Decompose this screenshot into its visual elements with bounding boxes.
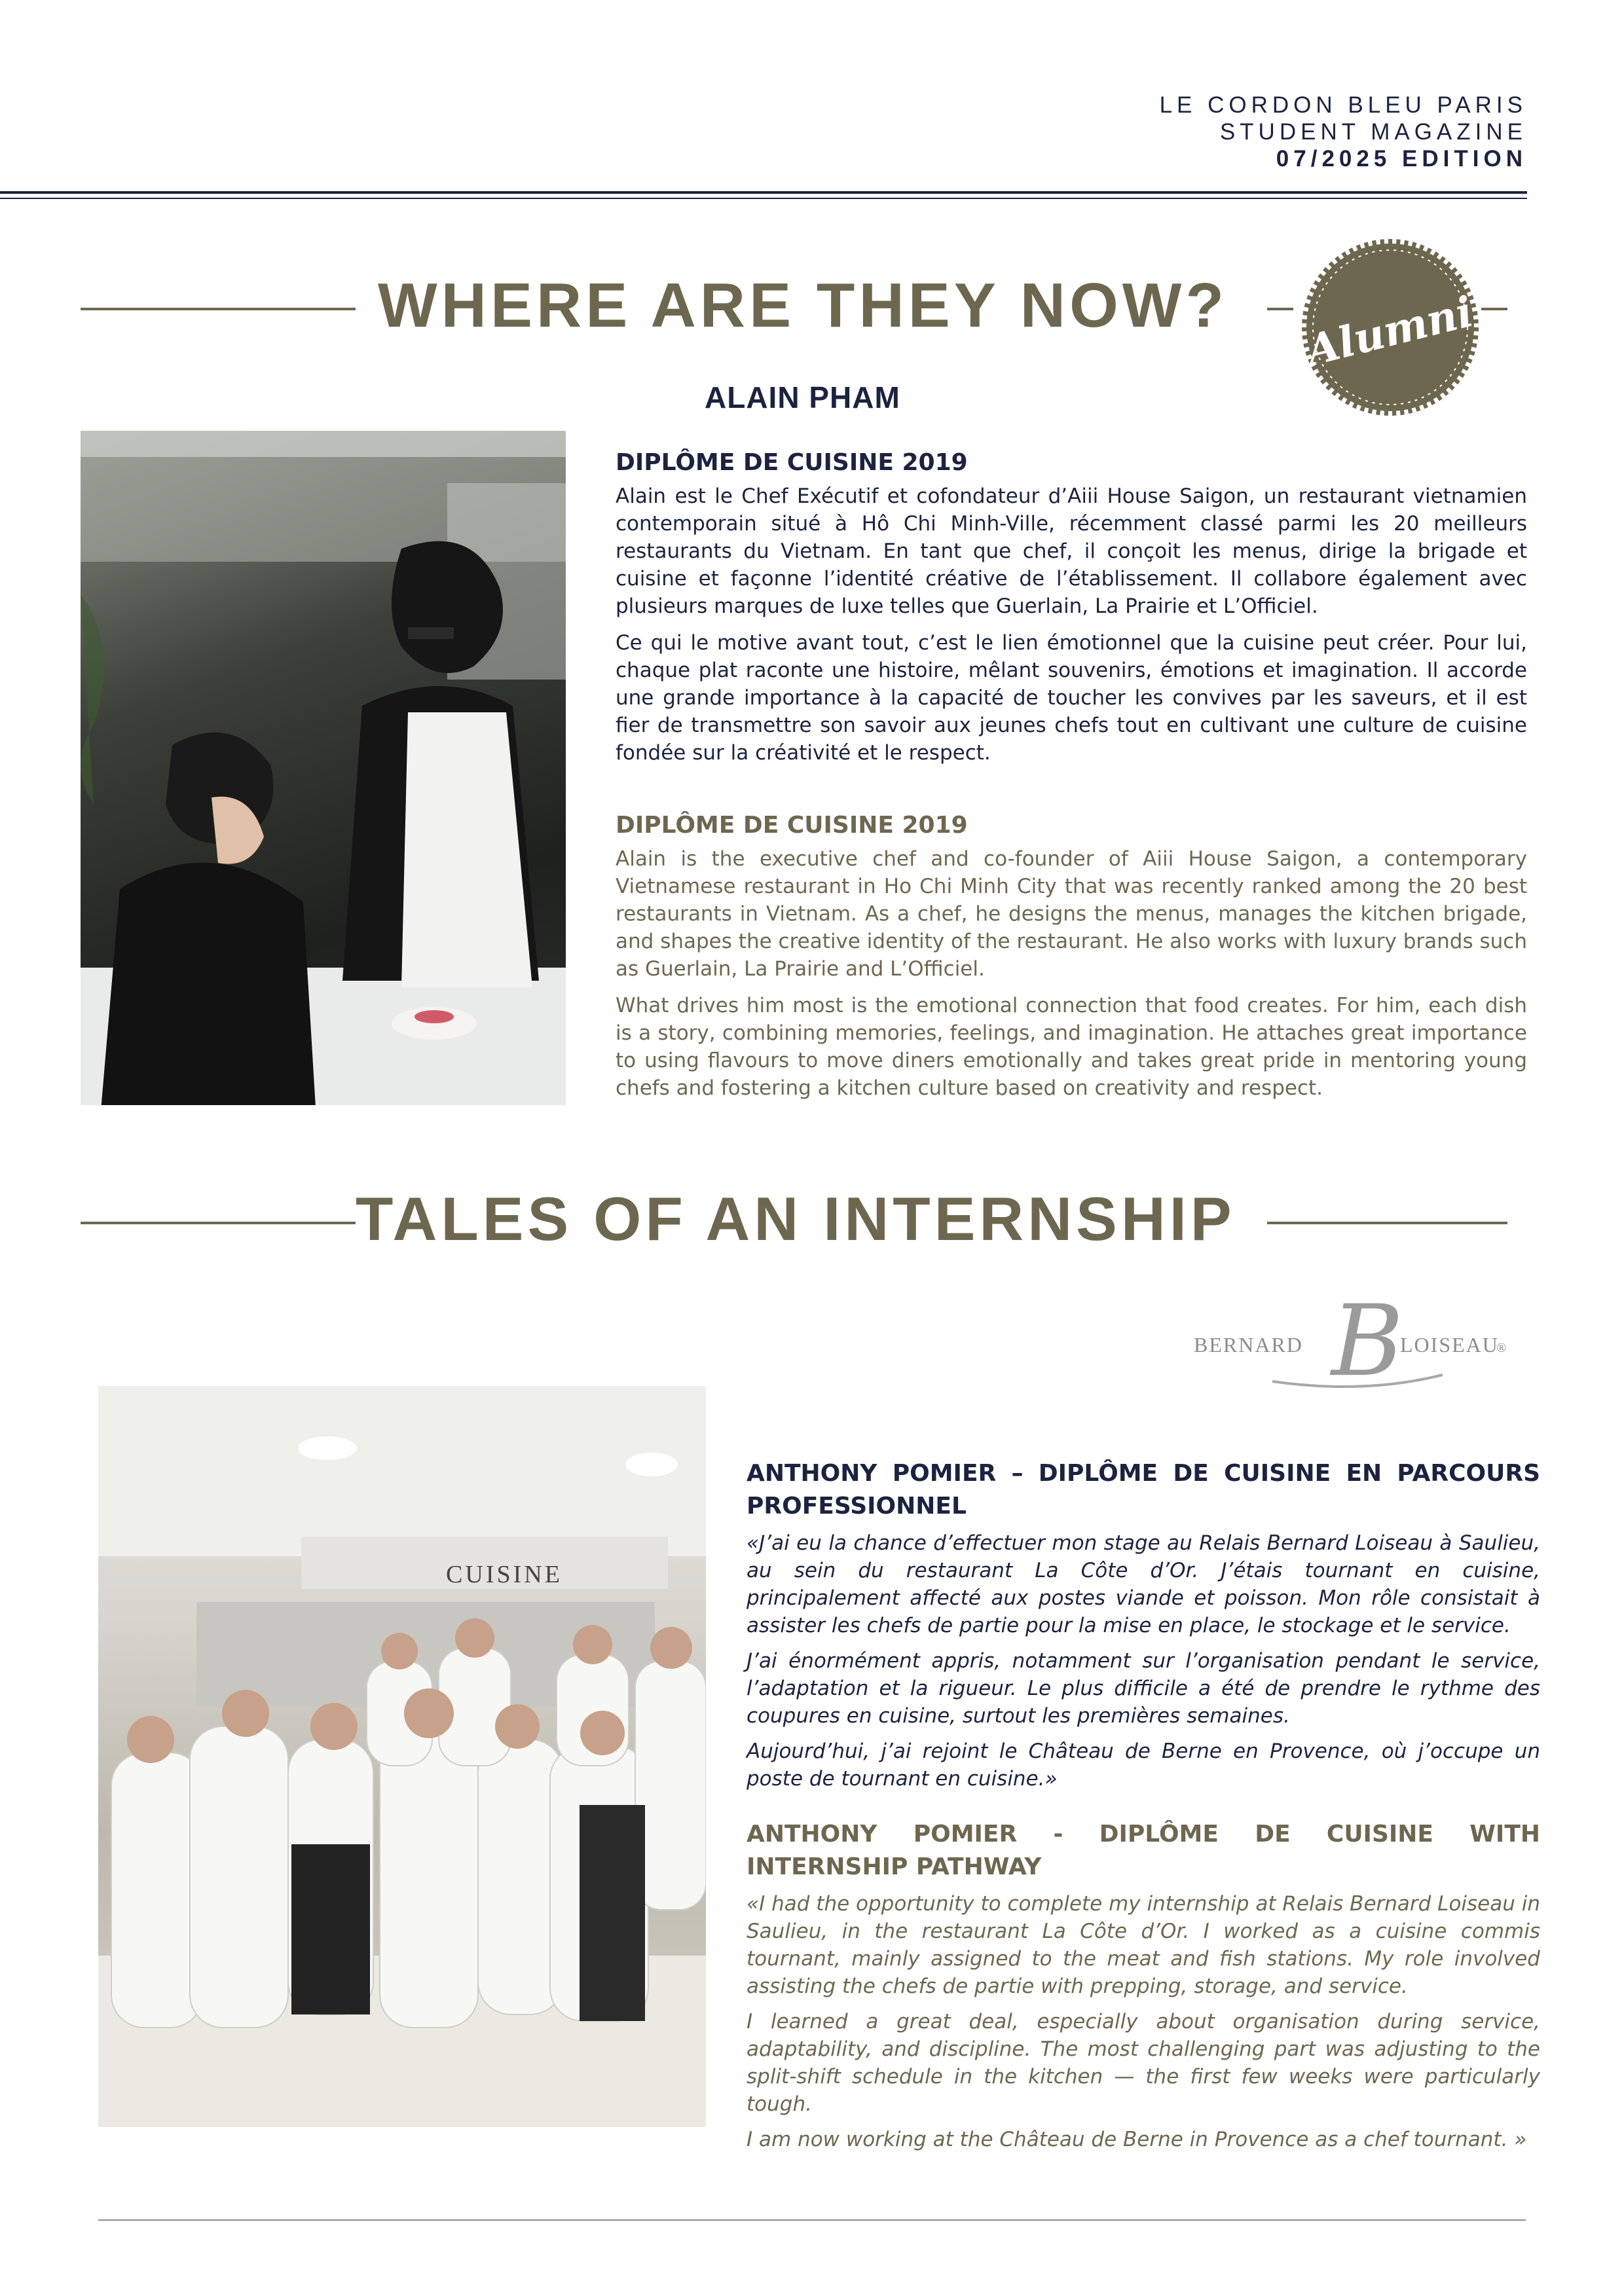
alumni-name: ALAIN PHAM — [705, 380, 900, 414]
logo-monogram: B — [1331, 1303, 1404, 1398]
kitchen-sign-text: CUISINE — [446, 1561, 563, 1588]
anthony-fr-paragraph-1: «J’ai eu la chance d’effectuer mon stage au Relais Bernard Loiseau à Saulieu, au sein du restaurant La Côte d’Or. J’étais tournant en cuisine, principalement affecté aux postes viande et poisson. Mon rôle consistait à assister les chefs de partie pour la mise en place, le stockage et le service. — [747, 1531, 1540, 1637]
alain-fr-block — [616, 449, 1527, 776]
anthony-fr-block — [747, 1457, 1540, 1800]
title-line-right — [1481, 308, 1507, 310]
alain-fr-subheading: DIPLÔME DE CUISINE 2019 — [616, 449, 968, 476]
title2-line-left — [81, 1222, 356, 1224]
alain-fr-paragraph-2: Ce qui le motive avant tout, c’est le lien émotionnel que la cuisine peut créer. Pour lui, chaque plat raconte une histoire, mêlant souvenirs, émotions et imagination. Il accorde une grande importance à la capacité de toucher les convives par les saveurs, et il est fier de transmettre son savoir aux jeunes chefs tout en cultivant une culture de cuisine fondée sur la créativité et le respect. — [616, 631, 1527, 765]
alain-en-block — [616, 812, 1527, 1111]
alain-en-paragraph-1: Alain is the executive chef and co-founder of Aiii House Saigon, a contemporary Vietnamese restaurant in Ho Chi Minh City that was recently ranked among the 20 best restaurants in Vietnam. As a chef, he designs the menus, manages the kitchen brigade, and shapes the creative identity of the restaurant. He also works with luxury brands such as Guerlain, La Prairie and L’Officiel. — [616, 847, 1527, 981]
anthony-fr-subheading: ANTHONY POMIER – DIPLÔME DE CUISINE EN PARCOURS PROFESSIONNEL — [747, 1460, 1540, 1520]
anthony-en-paragraph-3: I am now working at the Château de Berne in Provence as a chef tournant. » — [747, 2128, 1527, 2151]
header-rule-bottom — [0, 198, 1527, 199]
logo-text-left: BERNARD — [1194, 1333, 1303, 1357]
alumni-badge-text: Alumni — [1301, 287, 1478, 376]
section-title-where: WHERE ARE THEY NOW? — [378, 270, 1228, 340]
alain-en-subheading: DIPLÔME DE CUISINE 2019 — [616, 812, 968, 839]
title-line-left — [81, 308, 356, 310]
chefs-plating-photo — [81, 431, 566, 1105]
section-title-internship: TALES OF AN INTERNSHIP — [356, 1184, 1236, 1253]
anthony-fr-paragraph-3: Aujourd’hui, j’ai rejoint le Château de Berne en Provence, où j’occupe un poste de tournant en cuisine.» — [747, 1740, 1540, 1791]
logo-text-right: LOISEAU — [1400, 1333, 1499, 1357]
masthead-title: LE CORDON BLEU PARIS — [1159, 92, 1527, 118]
anthony-en-paragraph-1: «I had the opportunity to complete my internship at Relais Bernard Loiseau in Saulieu, in the restaurant La Côte d’Or. I worked as a cuisine commis tournant, mainly assigned to the meat and fish stations. My role involved assisting the chefs de partie with prepping, storage, and service. — [747, 1892, 1541, 1998]
alain-en-paragraph-2: What drives him most is the emotional connection that food creates. For him, each dish is a story, combining memories, feelings, and imagination. He attaches great importance to using flavours to move diners emotionally and takes great pride in mentoring young chefs and fostering a kitchen culture based on creativity and respect. — [616, 994, 1527, 1100]
bernard-loiseau-logo — [1194, 1303, 1508, 1408]
title-line-mid — [1267, 308, 1293, 310]
anthony-en-subheading: ANTHONY POMIER - DIPLÔME DE CUISINE WITH INTERNSHIP PATHWAY — [747, 1821, 1540, 1880]
masthead-subtitle: STUDENT MAGAZINE — [1219, 119, 1527, 145]
alain-fr-paragraph-1: Alain est le Chef Exécutif et cofondateur d’Aiii House Saigon, un restaurant vietnamien contemporain situé à Hô Chi Minh-Ville, récemment classé parmi les 20 meilleurs restaurants du Vietnam. En tant que chef, il conçoit les menus, dirige la brigade et cuisine et façonne l’identité créative de l’établissement. Il collabore également avec plusieurs marques de luxe telles que Guerlain, La Prairie et L’Officiel. — [616, 484, 1527, 618]
masthead — [1160, 92, 1527, 172]
anthony-en-paragraph-2: I learned a great deal, especially about organisation during service, adaptability, and discipline. The most challenging part was adjusting to the split-shift schedule in the kitchen — the first few weeks were particularly tough. — [747, 2010, 1540, 2116]
title2-line-right — [1267, 1222, 1507, 1224]
alumni-badge — [1299, 236, 1482, 419]
footer-rule — [98, 2219, 1526, 2221]
masthead-edition: 07/2025 EDITION — [1276, 146, 1527, 172]
anthony-en-block — [747, 1818, 1540, 2161]
kitchen-brigade-photo — [98, 1386, 706, 2127]
anthony-fr-paragraph-2: J’ai énormément appris, notamment sur l’organisation pendant le service, l’adaptation et la rigueur. Le plus difficile a été de prendre le rythme des coupures en cuisine, surtout les premières semaines. — [747, 1649, 1540, 1728]
logo-registered-mark: ® — [1496, 1341, 1507, 1355]
header-rule-top — [0, 191, 1527, 194]
